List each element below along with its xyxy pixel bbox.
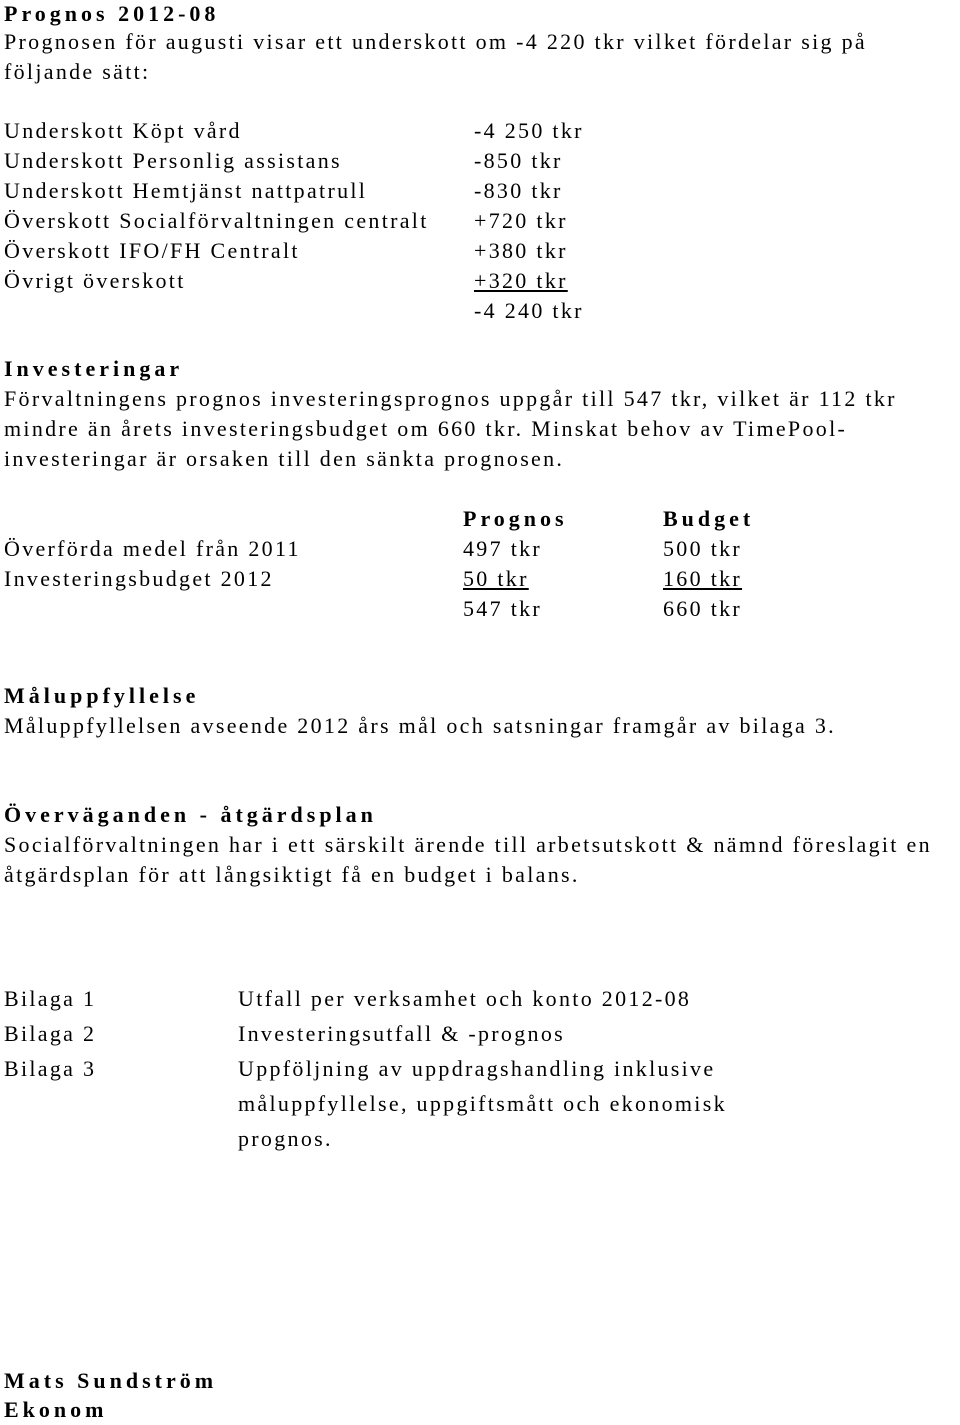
paragraph-line: mindre än årets investeringsbudget om 660 tkr. Minskat behov av TimePool- xyxy=(4,416,848,441)
attachment-description xyxy=(238,1051,956,1156)
attachment-description-line: Utfall per verksamhet och konto 2012-08 xyxy=(238,986,692,1011)
breakdown-value: -850 tkr xyxy=(474,148,563,173)
budget-total: 660 tkr xyxy=(663,596,743,621)
row-label: Överförda medel från 2011 xyxy=(4,536,301,561)
attachment-label: Bilaga 3 xyxy=(4,1056,97,1081)
signature-name: Mats Sundström xyxy=(4,1368,218,1393)
breakdown-label: Överskott IFO/FH Centralt xyxy=(4,238,300,263)
investment-table xyxy=(4,504,956,624)
attachment-label: Bilaga 1 xyxy=(4,986,97,1011)
intro-line: Prognosen för augusti visar ett underskott om -4 220 tkr vilket fördelar sig på xyxy=(4,29,867,54)
overvaganden-section xyxy=(4,800,956,890)
attachment-description xyxy=(238,981,956,1016)
maluppfyllelse-section xyxy=(4,681,956,741)
intro-line: följande sätt: xyxy=(4,59,151,84)
section-heading: Måluppfyllelse xyxy=(4,683,200,708)
attachment-label: Bilaga 2 xyxy=(4,1021,97,1046)
attachment-item xyxy=(4,1016,956,1051)
breakdown-label: Överskott Socialförvaltningen centralt xyxy=(4,208,429,233)
table-total-row xyxy=(4,594,956,624)
attachment-description-line: måluppfyllelse, uppgiftsmått och ekonomisk xyxy=(238,1091,727,1116)
page-title: Prognos 2012-08 xyxy=(4,1,220,26)
paragraph-line: åtgärdsplan för att långsiktigt få en budget i balans. xyxy=(4,862,580,887)
breakdown-row xyxy=(4,116,956,146)
breakdown-value: -830 tkr xyxy=(474,178,563,203)
attachments-list xyxy=(4,981,956,1156)
table-row xyxy=(4,564,956,594)
prognos-cell: 497 tkr xyxy=(463,536,543,561)
breakdown-row xyxy=(4,146,956,176)
prognos-total: 547 tkr xyxy=(463,596,543,621)
breakdown-row xyxy=(4,206,956,236)
breakdown-label: Underskott Hemtjänst nattpatrull xyxy=(4,178,368,203)
paragraph-line: Socialförvaltningen har i ett särskilt ärende till arbetsutskott & nämnd föreslagit en xyxy=(4,832,932,857)
breakdown-row xyxy=(4,266,956,296)
breakdown-label: Underskott Köpt vård xyxy=(4,118,242,143)
paragraph-line: investeringar är orsaken till den sänkta prognosen. xyxy=(4,446,565,471)
breakdown-value: -4 250 tkr xyxy=(474,118,584,143)
breakdown-value: +320 tkr xyxy=(474,268,568,293)
attachment-description xyxy=(238,1016,956,1051)
attachment-description-line: Investeringsutfall & -prognos xyxy=(238,1021,565,1046)
table-row xyxy=(4,534,956,564)
breakdown-row xyxy=(4,236,956,266)
breakdown-row xyxy=(4,176,956,206)
attachment-description-line: Uppföljning av uppdragshandling inklusive xyxy=(238,1056,716,1081)
column-header-prognos: Prognos xyxy=(463,506,568,531)
attachment-description-line: prognos. xyxy=(238,1126,333,1151)
prognos-cell: 50 tkr xyxy=(463,566,529,591)
breakdown-label: Underskott Personlig assistans xyxy=(4,148,342,173)
section-heading: Investeringar xyxy=(4,356,184,381)
row-label: Investeringsbudget 2012 xyxy=(4,566,274,591)
budget-cell: 160 tkr xyxy=(663,566,743,591)
paragraph-line: Måluppfyllelsen avseende 2012 års mål och satsningar framgår av bilaga 3. xyxy=(4,713,836,738)
signature-title: Ekonom xyxy=(4,1397,108,1422)
investeringar-section xyxy=(4,354,956,474)
table-header-row xyxy=(4,504,956,534)
budget-cell: 500 tkr xyxy=(663,536,743,561)
attachment-item xyxy=(4,1051,956,1156)
section-heading: Överväganden - åtgärdsplan xyxy=(4,802,377,827)
breakdown-total-row xyxy=(4,296,956,326)
breakdown-label: Övrigt överskott xyxy=(4,268,186,293)
paragraph-line: Förvaltningens prognos investeringsprognos uppgår till 547 tkr, vilket är 112 tkr xyxy=(4,386,897,411)
breakdown-total: -4 240 tkr xyxy=(474,298,584,323)
attachment-item xyxy=(4,981,956,1016)
intro-section xyxy=(4,0,956,87)
signature-block xyxy=(4,1366,956,1424)
breakdown-value: +380 tkr xyxy=(474,238,568,263)
breakdown-value: +720 tkr xyxy=(474,208,568,233)
deficit-breakdown-table xyxy=(4,116,956,326)
column-header-budget: Budget xyxy=(663,506,755,531)
